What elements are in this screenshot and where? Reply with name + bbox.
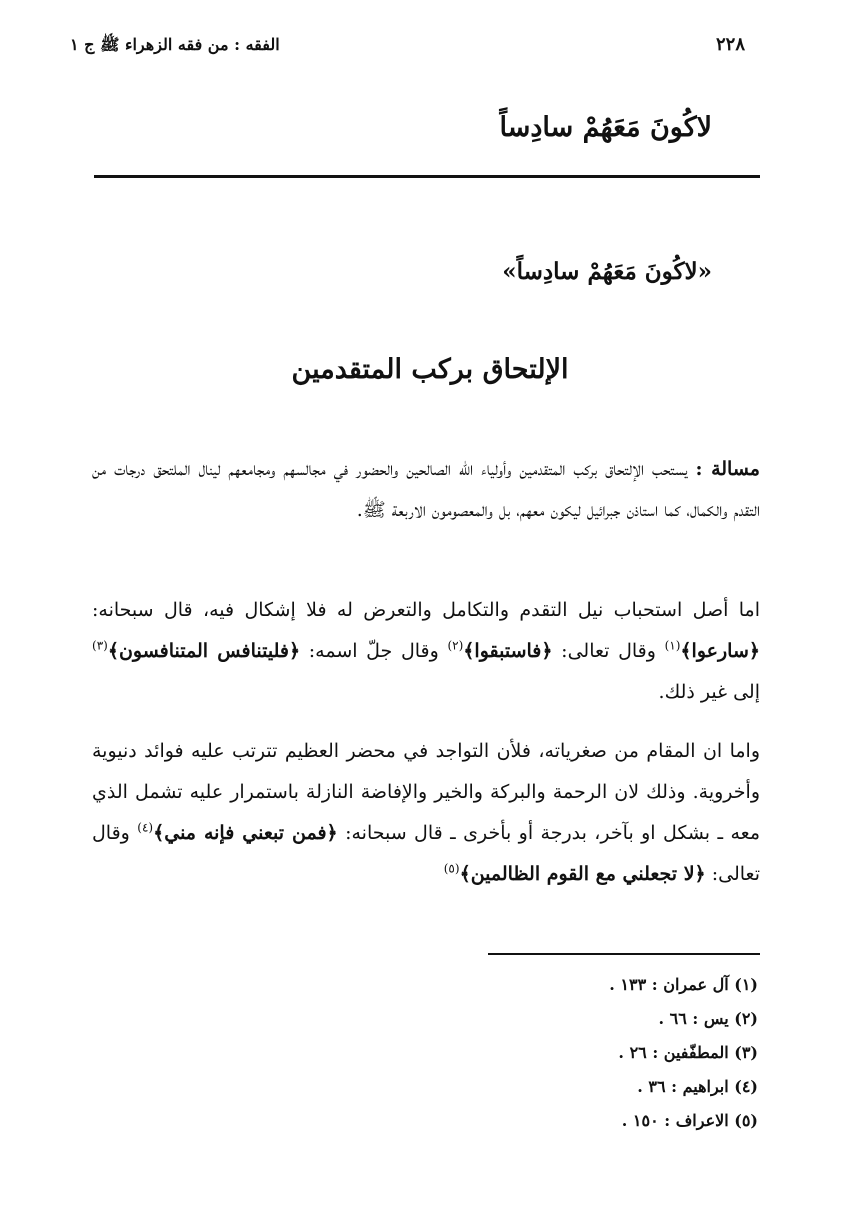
paragraph-3-intro: واما ان المقام من صغرياته، فلأن التواجد في محضر العظيم تترتب عليه فوائد دنيوية وأخروية. وذلك لان الرحمة والبركة والخير والإفاضة النازلة باستمرار عليه تشمل الذي معه ـ بشكل او بآخر، بدرجة أو بأخرى ـ قال سبحانه:	[92, 740, 760, 844]
footnote-4: (٤) ابراهيم : ٣٦ .	[637, 1077, 758, 1096]
paragraph-2-intro: اما أصل استحباب نيل التقدم والتكامل والتعرض له فلا إشكال فيه، قال سبحانه:	[92, 599, 760, 621]
footnote-3: (٣) المطفّفين : ٢٦ .	[618, 1043, 758, 1062]
section-heading: الإلتحاق بركب المتقدمين	[291, 354, 569, 385]
footnotes	[440, 968, 758, 1138]
paragraph-2-mid2: وقال جلّ اسمه:	[308, 640, 439, 662]
issue-label: مسالة :	[695, 458, 760, 480]
verse-fastabiqu: ﴿فاستبقوا﴾	[463, 640, 553, 662]
paragraph-2-mid1: وقال تعالى:	[561, 640, 656, 662]
paragraph-1	[92, 449, 760, 531]
footnote-ref-3[interactable]: (٣)	[92, 638, 108, 653]
paragraph-3-mid1: وقال تعالى:	[92, 822, 760, 885]
footnote-ref-5[interactable]: (٥)	[443, 861, 460, 876]
footnote-ref-1[interactable]: (١)	[664, 638, 681, 653]
paragraph-3	[92, 731, 760, 895]
header-divider	[94, 175, 760, 178]
footnote-1: (١) آل عمران : ١٣٣ .	[609, 975, 758, 994]
paragraph-2	[92, 590, 760, 713]
footnote-2: (٢) يس : ٦٦ .	[658, 1009, 758, 1028]
verse-faman-tabi-ani: ﴿فمن تبعني فإنه مني﴾	[153, 822, 338, 844]
paragraph-1-text: يستحب الإلتحاق بركب المتقدمين وأولياء اللّه الصالحين والحضور في مجالسهم ومجامعهم لينال الملتحق درجات من التقدم والكمال، كما استاذن جبرائيل ليكون معهم، بل والمعصومون الاربعة ﷺ.	[92, 458, 760, 521]
verse-saari-u: ﴿سارعوا﴾	[680, 640, 761, 662]
chapter-title: لاكُونَ مَعَهُمْ سادِساً	[499, 112, 712, 143]
page-number: ٢٢٨	[716, 34, 746, 55]
running-header-title: الفقه : من فقه الزهراء ﷺ ج ١	[70, 35, 280, 54]
footnote-ref-4[interactable]: (٤)	[137, 820, 154, 835]
footnote-ref-2[interactable]: (٢)	[447, 638, 464, 653]
paragraph-2-end: إلى غير ذلك.	[658, 681, 760, 703]
verse-falyatanafas: ﴿فليتنافس المتنافسون﴾	[107, 640, 301, 662]
quote-title: «لاكُونَ مَعَهُمْ سادِساً»	[502, 258, 712, 285]
verse-la-taj-alni: ﴿لا تجعلني مع القوم الظالمين﴾	[459, 863, 706, 885]
footnote-divider	[488, 953, 760, 955]
footnote-5: (٥) الاعراف : ١٥٠ .	[621, 1111, 758, 1130]
